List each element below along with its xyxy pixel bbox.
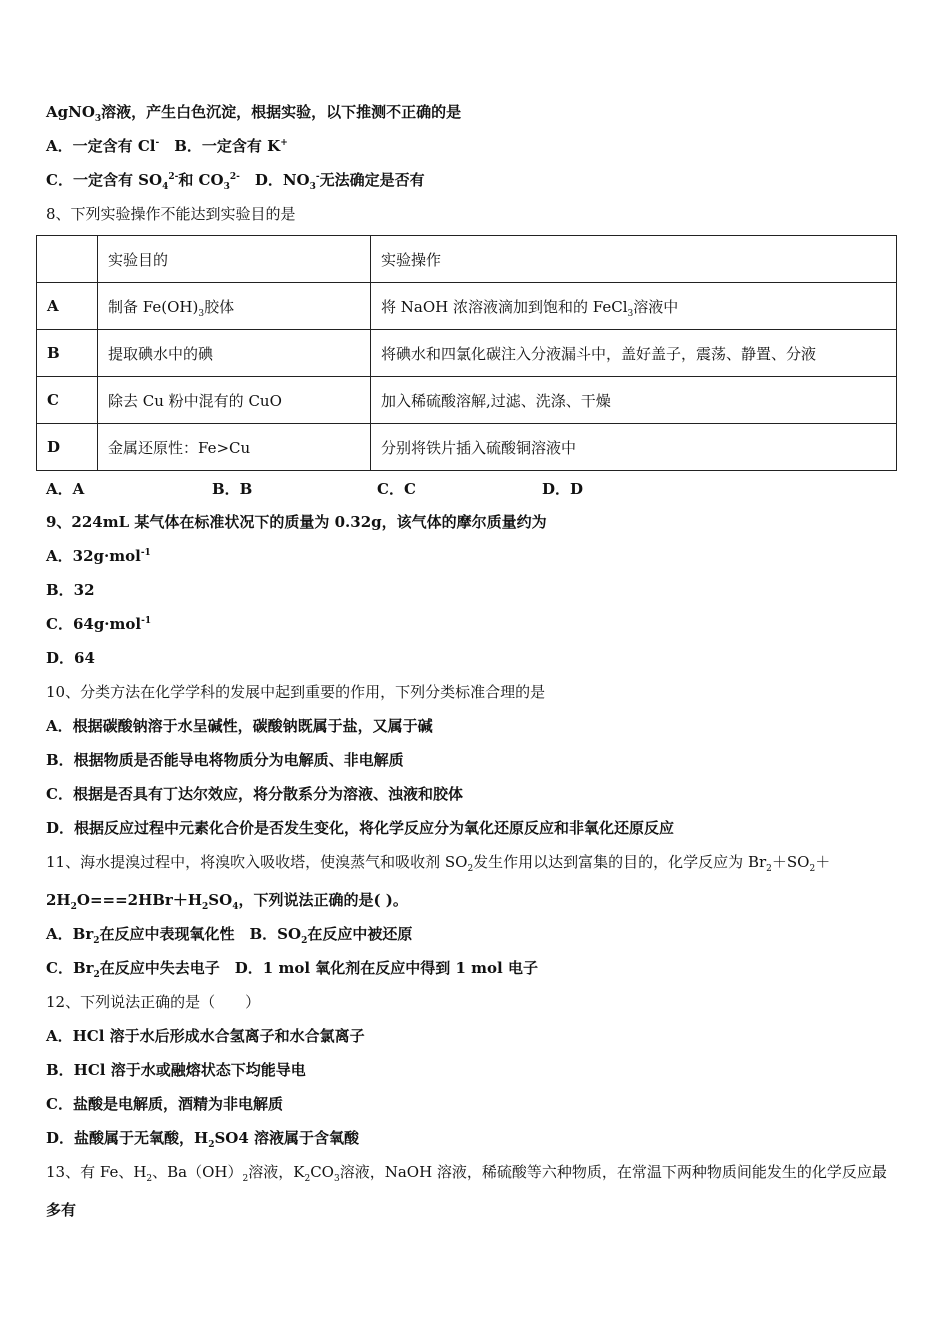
row-operation: 加入稀硫酸溶解,过滤、洗涤、干燥 [371, 377, 897, 424]
table-header-row [37, 236, 897, 283]
q10-option-d: D．根据反应过程中元素化合价是否发生变化，将化学反应分为氧化还原反应和非氧化还原反应 [46, 819, 675, 837]
q7-options-row2: C．一定含有 $SO_4^{2-}$和 $CO_3^{2-}$ D．$NO_3^-$无法确定是否有 [46, 171, 425, 192]
row-label: B [37, 330, 98, 377]
q8-stem: 8、下列实验操作不能达到实验目的是 [46, 205, 296, 223]
q11-stem-line1: 11、海水提溴过程中，将溴吹入吸收塔，使溴蒸气和吸收剂 $SO_2$发生作用以达到富集的目的，化学反应为 $Br_2+SO_2+$ [46, 853, 831, 874]
row-operation: 将碘水和四氯化碳注入分液漏斗中，盖好盖子，震荡、静置、分液 [371, 330, 897, 377]
q9-option-c: C．64g·mol$^{-1}$ [46, 615, 152, 633]
q12-option-d: D．盐酸属于无氧酸，$H_2SO4$ 溶液属于含氧酸 [46, 1129, 360, 1150]
row-goal: 提取碘水中的碘 [98, 330, 371, 377]
q9-option-b: B．32 [46, 581, 95, 599]
q8-option-c: C．C [377, 480, 416, 498]
row-goal: 金属还原性：Fe>Cu [98, 424, 371, 471]
q13-stem-line1: 13、有 Fe、$H_2$、$Ba(OH)_2$溶液，$K_2CO_3$溶液，NaOH 溶液，稀硫酸等六种物质，在常温下两种物质间能发生的化学反应最 [46, 1163, 887, 1184]
row-goal: 除去 Cu 粉中混有的 CuO [98, 377, 371, 424]
row-operation: 分别将铁片插入硫酸铜溶液中 [371, 424, 897, 471]
q7-stem: AgNO$_3$溶液，产生白色沉淀，根据实验，以下推测不正确的是 [46, 103, 462, 124]
q12-option-a: A．HCl 溶于水后形成水合氢离子和水合氯离子 [46, 1027, 365, 1045]
experiment-table [36, 235, 897, 471]
q12-option-c: C．盐酸是电解质，酒精为非电解质 [46, 1095, 283, 1113]
table-row [37, 330, 897, 377]
q10-stem: 10、分类方法在化学学科的发展中起到重要的作用，下列分类标准合理的是 [46, 683, 546, 701]
q11-options-row1: A．$Br_2$在反应中表现氧化性 B．$SO_2$在反应中被还原 [46, 925, 413, 946]
header-operation-cell: 实验操作 [371, 236, 897, 283]
q11-options-row2: C．$Br_2$在反应中失去电子 D．1 mol 氧化剂在反应中得到 1 mol 电子 [46, 959, 538, 980]
q7-options-row1: A．一定含有 Cl- B．一定含有 K+ [46, 137, 288, 155]
row-goal: 制备 $Fe(OH)_3$胶体 [98, 283, 371, 330]
header-goal-cell: 实验目的 [98, 236, 371, 283]
q9-option-a: A．32g·mol$^{-1}$ [46, 547, 151, 565]
q12-stem: 12、下列说法正确的是（ ） [46, 993, 261, 1011]
table-row [37, 424, 897, 471]
table-row [37, 283, 897, 330]
row-label: C [37, 377, 98, 424]
q10-option-a: A．根据碳酸钠溶于水呈碱性，碳酸钠既属于盐，又属于碱 [46, 717, 433, 735]
row-label: D [37, 424, 98, 471]
table-row [37, 377, 897, 424]
row-label: A [37, 283, 98, 330]
q10-option-c: C．根据是否具有丁达尔效应，将分散系分为溶液、浊液和胶体 [46, 785, 463, 803]
q9-option-d: D．64 [46, 649, 95, 667]
row-operation: 将 NaOH 浓溶液滴加到饱和的 FeCl$_3$溶液中 [371, 283, 897, 330]
q11-stem-line2: $2H_2O===2HBr+H_2SO_4$，下列说法正确的是( )。 [46, 891, 408, 912]
q10-option-b: B．根据物质是否能导电将物质分为电解质、非电解质 [46, 751, 404, 769]
q12-option-b: B．HCl 溶于水或融熔状态下均能导电 [46, 1061, 306, 1079]
q9-stem: 9、224mL 某气体在标准状况下的质量为 0.32g，该气体的摩尔质量约为 [46, 513, 547, 531]
q8-option-d: D．D [542, 480, 584, 498]
header-label-cell [37, 236, 98, 283]
q8-option-a: A．A [46, 480, 85, 498]
q8-option-b: B．B [212, 480, 253, 498]
q13-stem-line2: 多有 [46, 1201, 77, 1219]
